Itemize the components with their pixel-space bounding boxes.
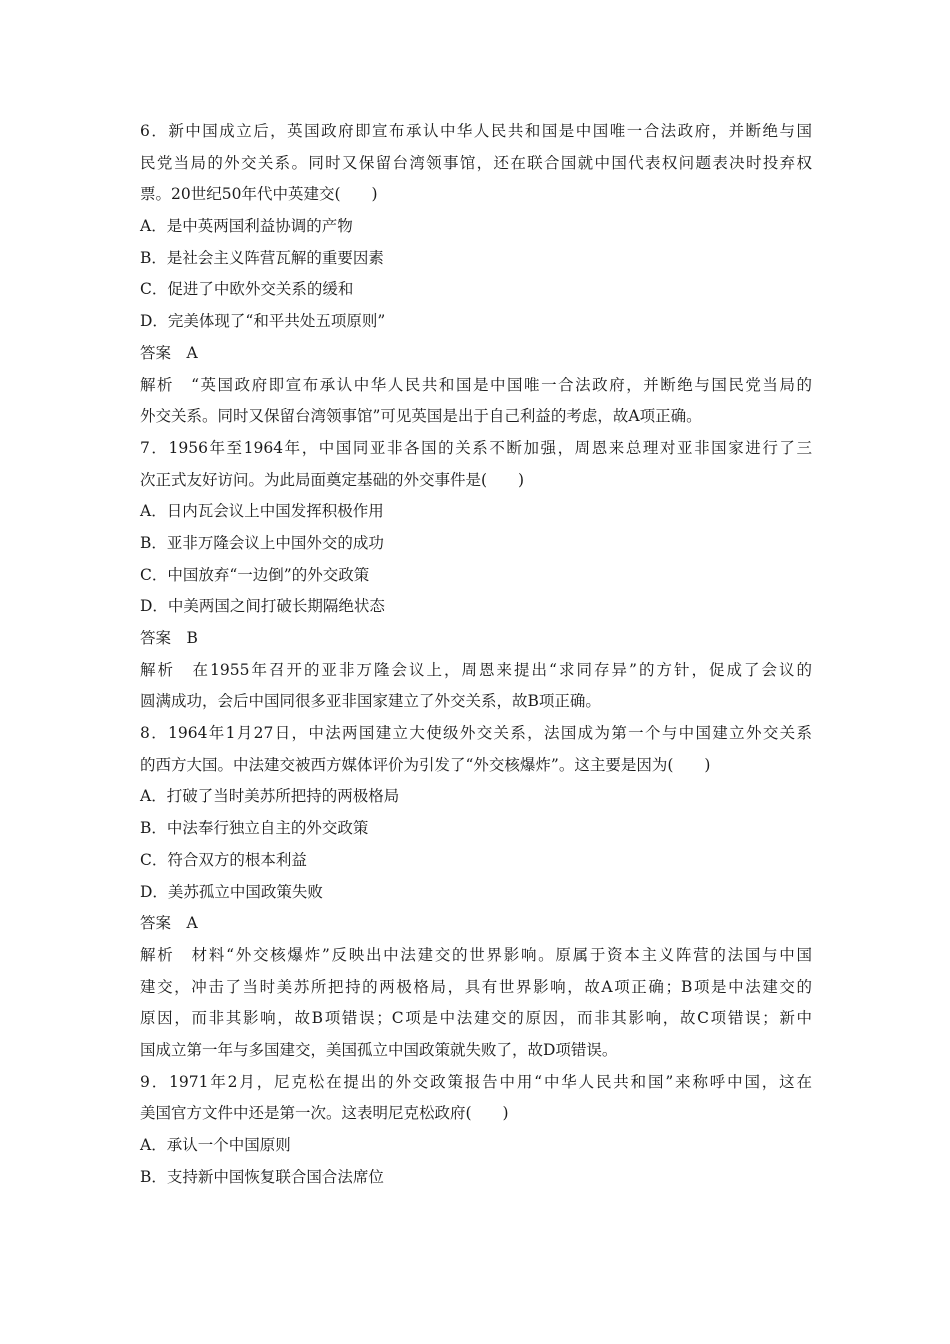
option-line: C．中国放弃“一边倒”的外交政策 bbox=[140, 565, 370, 584]
option-line: C．促进了中欧外交关系的缓和 bbox=[140, 280, 354, 299]
option-line: D．中美两国之间打破长期隔绝状态 bbox=[140, 597, 385, 616]
analysis-line: 圆满成功，会后中国同很多亚非国家建立了外交关系，故B项正确。 bbox=[140, 692, 601, 711]
answer-line: 答案 A bbox=[140, 343, 198, 362]
analysis-line: 原因，而非其影响，故B项错误；C项是中法建交的原因，而非其影响，故C项错误；新中 bbox=[140, 1009, 812, 1028]
option-line: C．符合双方的根本利益 bbox=[140, 850, 307, 869]
option-line: A．承认一个中国原则 bbox=[140, 1136, 291, 1154]
analysis-line: 解析 在1955年召开的亚非万隆会议上，周恩来提出“求同存异”的方针，促成了会议的 bbox=[140, 660, 812, 679]
analysis-line: 解析 “英国政府即宣布承认中华人民共和国是中国唯一合法政府，并断绝与国民党当局的 bbox=[140, 375, 812, 394]
text-line: 8．1964年1月27日，中法两国建立大使级外交关系，法国成为第一个与中国建立外交关系 bbox=[140, 724, 812, 743]
option-line: B．亚非万隆会议上中国外交的成功 bbox=[140, 533, 384, 552]
text-line: 的西方大国。中法建交被西方媒体评价为引发了“外交核爆炸”。这主要是因为( ) bbox=[140, 755, 711, 774]
answer-line: 答案 A bbox=[140, 914, 198, 933]
text-line: 9．1971年2月，尼克松在提出的外交政策报告中用“中华人民共和国”来称呼中国，这在 bbox=[140, 1072, 812, 1091]
text-line: 票。20世纪50年代中英建交( ) bbox=[140, 185, 378, 204]
option-line: B．支持新中国恢复联合国合法席位 bbox=[140, 1167, 384, 1186]
analysis-line: 解析 材料“外交核爆炸”反映出中法建交的世界影响。原属于资本主义阵营的法国与中国 bbox=[140, 945, 812, 964]
text-line: 美国官方文件中还是第一次。这表明尼克松政府( ) bbox=[140, 1104, 509, 1123]
option-line: D．美苏孤立中国政策失败 bbox=[140, 882, 323, 901]
text-line: 次正式友好访问。为此局面奠定基础的外交事件是( ) bbox=[140, 470, 525, 489]
option-line: B．中法奉行独立自主的外交政策 bbox=[140, 819, 369, 838]
answer-line: 答案 B bbox=[140, 629, 198, 647]
option-line: B．是社会主义阵营瓦解的重要因素 bbox=[140, 248, 384, 267]
analysis-line: 建交，冲击了当时美苏所把持的两极格局，具有世界影响，故A项正确；B项是中法建交的 bbox=[140, 977, 812, 996]
text-line: 7．1956年至1964年，中国同亚非各国的关系不断加强，周恩来总理对亚非国家进行了三 bbox=[140, 438, 812, 457]
analysis-line: 外交关系。同时又保留台湾领事馆”可见英国是出于自己利益的考虑，故A项正确。 bbox=[140, 407, 702, 426]
option-line: A．打破了当时美苏所把持的两极格局 bbox=[140, 787, 400, 806]
text-line: 6．新中国成立后，英国政府即宣布承认中华人民共和国是中国唯一合法政府，并断绝与国 bbox=[140, 122, 812, 140]
option-line: D．完美体现了“和平共处五项原则” bbox=[140, 312, 386, 331]
option-line: A．是中英两国利益协调的产物 bbox=[140, 217, 353, 236]
text-line: 民党当局的外交关系。同时又保留台湾领事馆，还在联合国就中国代表权问题表决时投弃权 bbox=[140, 153, 812, 172]
option-line: A．日内瓦会议上中国发挥积极作用 bbox=[140, 502, 384, 521]
document-body bbox=[140, 116, 812, 1193]
analysis-line: 国成立第一年与多国建交，美国孤立中国政策就失败了，故D项错误。 bbox=[140, 1040, 618, 1059]
